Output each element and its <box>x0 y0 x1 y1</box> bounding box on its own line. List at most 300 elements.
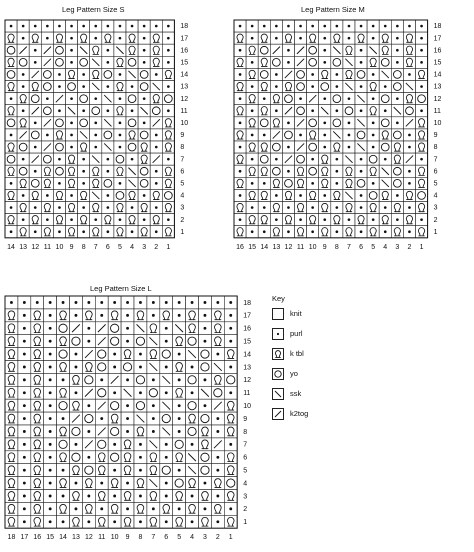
stitch-cell <box>173 490 186 503</box>
column-number-label: 14 <box>59 534 67 542</box>
stitch-cell <box>211 399 224 412</box>
stitch-cell <box>224 490 237 503</box>
stitch-cell <box>82 477 95 490</box>
stitch-cell <box>18 451 31 464</box>
purl-dot-icon <box>178 301 181 304</box>
purl-dot-icon <box>126 327 129 330</box>
stitch-cell <box>211 348 224 361</box>
stitch-cell <box>108 412 121 425</box>
purl-dot-icon <box>165 456 168 459</box>
stitch-cell <box>82 425 95 438</box>
stitch-cell <box>108 502 121 515</box>
purl-dot-icon <box>23 417 26 420</box>
stitch-cell <box>95 477 108 490</box>
purl-dot-icon <box>23 301 26 304</box>
purl-dot-icon <box>113 495 116 498</box>
purl-dot-icon <box>23 404 26 407</box>
stitch-cell <box>82 322 95 335</box>
stitch-cell <box>160 490 173 503</box>
column-number-label: 11 <box>98 534 106 542</box>
purl-dot-icon <box>100 301 103 304</box>
stitch-cell <box>5 296 18 309</box>
stitch-cell <box>199 296 212 309</box>
stitch-cell <box>160 373 173 386</box>
chart-grid <box>5 296 237 528</box>
stitch-cell <box>199 399 212 412</box>
purl-dot-icon <box>216 353 219 356</box>
stitch-cell <box>199 502 212 515</box>
column-number-label: 8 <box>81 243 86 251</box>
stitch-cell <box>224 502 237 515</box>
column-number-label: 9 <box>69 243 74 251</box>
purl-dot-icon <box>23 353 26 356</box>
row-number-label: 2 <box>180 216 185 224</box>
stitch-cell <box>224 399 237 412</box>
purl-dot-icon <box>87 340 90 343</box>
row-number-label: 1 <box>243 519 248 527</box>
purl-dot-icon <box>204 301 207 304</box>
purl-dot-icon <box>178 314 181 317</box>
stitch-cell <box>95 502 108 515</box>
stitch-cell <box>70 464 83 477</box>
stitch-cell <box>31 322 44 335</box>
purl-dot-icon <box>229 340 232 343</box>
column-number-label: 8 <box>138 534 143 542</box>
stitch-cell <box>5 451 18 464</box>
stitch-cell <box>224 296 237 309</box>
row-number-label: 5 <box>180 180 185 188</box>
stitch-cell <box>186 477 199 490</box>
purl-dot-icon <box>126 404 129 407</box>
purl-dot-icon <box>178 417 181 420</box>
stitch-cell <box>5 373 18 386</box>
stitch-cell <box>173 322 186 335</box>
stitch-cell <box>31 335 44 348</box>
stitch-cell <box>160 348 173 361</box>
stitch-cell <box>186 490 199 503</box>
purl-dot-icon <box>204 327 207 330</box>
stitch-cell <box>5 335 18 348</box>
stitch-cell <box>160 515 173 528</box>
purl-dot-icon <box>126 482 129 485</box>
stitch-cell <box>147 309 160 322</box>
row-number-label: 12 <box>433 95 442 103</box>
purl-dot-icon <box>191 366 194 369</box>
stitch-cell <box>134 348 147 361</box>
stitch-cell <box>173 399 186 412</box>
stitch-cell <box>18 425 31 438</box>
stitch-cell <box>121 490 134 503</box>
stitch-cell <box>211 477 224 490</box>
stitch-cell <box>18 515 31 528</box>
stitch-cell <box>186 386 199 399</box>
stitch-cell <box>95 373 108 386</box>
stitch-cell <box>95 296 108 309</box>
column-number-label: 1 <box>419 243 424 251</box>
stitch-cell <box>44 335 57 348</box>
purl-dot-icon <box>49 520 52 523</box>
stitch-cell <box>5 490 18 503</box>
stitch-cell <box>18 309 31 322</box>
stitch-cell <box>70 502 83 515</box>
purl-dot-icon <box>113 469 116 472</box>
purl-dot-icon <box>23 507 26 510</box>
purl-dot-icon <box>191 443 194 446</box>
stitch-cell <box>57 296 70 309</box>
stitch-cell <box>224 373 237 386</box>
stitch-cell <box>121 451 134 464</box>
stitch-cell <box>57 515 70 528</box>
slash-symbol-icon <box>272 408 284 420</box>
row-number-label: 14 <box>433 71 442 79</box>
purl-dot-icon <box>62 520 65 523</box>
column-number-label: 14 <box>260 243 269 251</box>
stitch-cell <box>108 477 121 490</box>
purl-dot-icon <box>87 327 90 330</box>
stitch-cell <box>134 502 147 515</box>
column-number-label: 11 <box>43 243 51 251</box>
purl-dot-icon <box>49 340 52 343</box>
purl-dot-icon <box>126 314 129 317</box>
stitch-cell <box>31 438 44 451</box>
stitch-cell <box>211 361 224 374</box>
stitch-cell <box>57 399 70 412</box>
stitch-cell <box>44 296 57 309</box>
row-number-label: 6 <box>180 168 185 176</box>
stitch-cell <box>160 309 173 322</box>
row-number-label: 15 <box>243 338 251 346</box>
stitch-cell <box>186 361 199 374</box>
row-number-label: 7 <box>243 441 248 449</box>
key-symbol <box>275 371 281 377</box>
purl-dot-icon <box>178 353 181 356</box>
stitch-cell <box>186 438 199 451</box>
purl-dot-icon <box>139 520 142 523</box>
row-number-label: 12 <box>180 95 189 103</box>
column-number-label: 12 <box>31 243 40 251</box>
stitch-cell <box>199 490 212 503</box>
key-label-purl: purl <box>290 329 303 338</box>
column-number-label: 10 <box>308 243 317 251</box>
stitch-cell <box>57 348 70 361</box>
stitch-cell <box>199 438 212 451</box>
stitch-cell <box>186 322 199 335</box>
stitch-cell <box>134 438 147 451</box>
purl-dot-icon <box>75 391 78 394</box>
row-number-label: 3 <box>243 493 248 501</box>
stitch-cell <box>18 490 31 503</box>
stitch-cell <box>108 399 121 412</box>
stitch-cell <box>82 464 95 477</box>
stitch-cell <box>18 322 31 335</box>
column-number-label: 11 <box>296 243 305 251</box>
purl-dot-icon <box>191 520 194 523</box>
stitch-cell <box>211 438 224 451</box>
stitch-cell <box>199 361 212 374</box>
row-number-label: 9 <box>180 132 185 140</box>
stitch-cell <box>211 412 224 425</box>
purl-dot-icon <box>191 301 194 304</box>
stitch-cell <box>224 309 237 322</box>
stitch-cell <box>186 451 199 464</box>
stitch-cell <box>199 348 212 361</box>
row-number-label: 13 <box>180 83 189 91</box>
stitch-cell <box>160 502 173 515</box>
column-number-label: 2 <box>407 243 412 251</box>
row-number-label: 10 <box>180 120 189 128</box>
purl-dot-icon <box>216 456 219 459</box>
stitch-cell <box>95 451 108 464</box>
stitch-cell <box>31 490 44 503</box>
purl-dot-icon <box>165 443 168 446</box>
purl-dot-icon <box>75 366 78 369</box>
stitch-cell <box>31 309 44 322</box>
stitch-cell <box>160 451 173 464</box>
column-number-label: 12 <box>84 534 93 542</box>
key-label-knit: knit <box>290 309 302 318</box>
stitch-cell <box>160 399 173 412</box>
purl-dot-icon <box>152 404 155 407</box>
stitch-cell <box>95 335 108 348</box>
stitch-cell <box>186 515 199 528</box>
row-number-label: 2 <box>433 216 438 224</box>
stitch-cell <box>82 309 95 322</box>
purl-dot-icon <box>62 469 65 472</box>
stitch-cell <box>173 438 186 451</box>
purl-dot-icon <box>75 314 78 317</box>
stitch-cell <box>57 322 70 335</box>
ssk-backslash-icon <box>275 391 281 397</box>
row-number-label: 9 <box>243 415 248 423</box>
stitch-cell <box>57 477 70 490</box>
stitch-cell <box>18 464 31 477</box>
stitch-cell <box>211 425 224 438</box>
purl-dot-icon <box>165 366 168 369</box>
stitch-cell <box>18 412 31 425</box>
stitch-cell <box>95 322 108 335</box>
stitch-cell <box>31 412 44 425</box>
purl-dot-icon <box>152 430 155 433</box>
stitch-cell <box>173 386 186 399</box>
stitch-cell <box>70 477 83 490</box>
chart-title-size-s: Leg Pattern Size S <box>62 5 125 14</box>
purl-dot-icon <box>139 443 142 446</box>
stitch-cell <box>57 490 70 503</box>
purl-dot-icon <box>204 340 207 343</box>
stitch-cell <box>57 412 70 425</box>
purl-dot-icon <box>49 301 52 304</box>
stitch-cell <box>82 399 95 412</box>
stitch-cell <box>173 451 186 464</box>
stitch-cell <box>224 438 237 451</box>
purl-dot-icon <box>152 417 155 420</box>
stitch-cell <box>211 502 224 515</box>
stitch-cell <box>44 348 57 361</box>
purl-dot-icon <box>49 327 52 330</box>
purl-dot-icon <box>36 301 39 304</box>
stitch-cell <box>5 399 18 412</box>
column-number-label: 6 <box>105 243 110 251</box>
purl-dot-icon <box>126 301 129 304</box>
purl-dot-icon <box>216 469 219 472</box>
stitch-cell <box>57 451 70 464</box>
purl-dot-icon <box>139 366 142 369</box>
stitch-cell <box>211 386 224 399</box>
column-number-label: 13 <box>19 243 28 251</box>
column-number-label: 13 <box>72 534 80 542</box>
key-label-yo: yo <box>290 369 298 378</box>
stitch-cell <box>147 373 160 386</box>
key-label-k2tog: k2tog <box>290 409 309 418</box>
purl-dot-icon <box>49 417 52 420</box>
stitch-cell <box>134 373 147 386</box>
key-symbol <box>275 411 281 417</box>
row-number-label: 15 <box>433 59 442 67</box>
row-number-label: 4 <box>180 192 185 200</box>
stitch-cell <box>108 361 121 374</box>
row-number-label: 18 <box>243 299 251 307</box>
stitch-cell <box>121 515 134 528</box>
stitch-cell <box>186 464 199 477</box>
stitch-cell <box>95 490 108 503</box>
stitch-cell <box>199 386 212 399</box>
stitch-cell <box>147 348 160 361</box>
stitch-cell <box>121 386 134 399</box>
stitch-cell <box>57 438 70 451</box>
purl-dot-icon <box>126 430 129 433</box>
stitch-cell <box>121 296 134 309</box>
column-number-label: 7 <box>346 243 351 251</box>
purl-dot-icon <box>49 456 52 459</box>
stitch-cell <box>70 373 83 386</box>
purl-dot-icon <box>49 353 52 356</box>
stitch-cell <box>186 373 199 386</box>
stitch-cell <box>70 515 83 528</box>
row-number-label: 12 <box>243 377 251 385</box>
purl-dot-icon <box>62 417 65 420</box>
row-number-label: 1 <box>180 228 185 236</box>
stitch-cell <box>160 296 173 309</box>
column-number-label: 4 <box>383 243 388 251</box>
stitch-cell <box>224 361 237 374</box>
row-number-label: 18 <box>180 23 189 31</box>
stitch-cell <box>57 386 70 399</box>
column-number-label: 16 <box>33 534 42 542</box>
row-number-label: 7 <box>180 156 185 164</box>
stitch-cell <box>121 464 134 477</box>
purl-dot-icon <box>75 353 78 356</box>
stitch-cell <box>147 322 160 335</box>
stitch-cell <box>95 361 108 374</box>
stitch-cell <box>134 425 147 438</box>
stitch-cell <box>199 515 212 528</box>
purl-dot-icon <box>165 391 168 394</box>
stitch-cell <box>5 322 18 335</box>
stitch-cell <box>82 296 95 309</box>
purl-dot-icon <box>229 301 232 304</box>
purl-dot-icon <box>87 301 90 304</box>
stitch-cell <box>186 309 199 322</box>
purl-dot-icon <box>126 340 129 343</box>
purl-dot-icon <box>152 378 155 381</box>
purl-dot-icon <box>23 327 26 330</box>
stitch-cell <box>211 451 224 464</box>
purl-dot-icon <box>178 430 181 433</box>
stitch-cell <box>5 502 18 515</box>
purl-dot-icon <box>100 507 103 510</box>
knit-symbol-icon <box>272 308 284 320</box>
stitch-cell <box>108 425 121 438</box>
stitch-cell <box>186 502 199 515</box>
stitch-cell <box>5 515 18 528</box>
purl-dot-icon <box>113 366 116 369</box>
row-number-label: 8 <box>433 144 438 152</box>
stitch-cell <box>224 412 237 425</box>
stitch-cell <box>134 477 147 490</box>
stitch-cell <box>199 464 212 477</box>
column-number-label: 12 <box>284 243 293 251</box>
purl-dot-icon <box>100 314 103 317</box>
row-number-label: 1 <box>433 228 438 236</box>
stitch-cell <box>160 361 173 374</box>
stitch-cell <box>44 373 57 386</box>
column-number-label: 6 <box>359 243 364 251</box>
stitch-cell <box>70 451 83 464</box>
stitch-cell <box>5 438 18 451</box>
ktbl-loop-icon <box>275 351 280 358</box>
purl-dot-icon <box>178 378 181 381</box>
purl-dot-icon <box>62 378 65 381</box>
stitch-cell <box>44 425 57 438</box>
purl-dot-icon <box>139 495 142 498</box>
purl-dot-icon <box>49 443 52 446</box>
stitch-cell <box>57 309 70 322</box>
stitch-cell <box>224 464 237 477</box>
purl-dot-icon <box>23 391 26 394</box>
column-number-label: 4 <box>130 243 135 251</box>
stitch-cell <box>95 309 108 322</box>
stitch-cell <box>31 425 44 438</box>
purl-dot-icon <box>49 314 52 317</box>
column-number-label: 6 <box>164 534 169 542</box>
stitch-cell <box>5 464 18 477</box>
stitch-cell <box>108 322 121 335</box>
row-number-label: 17 <box>433 35 442 43</box>
stitch-cell <box>82 438 95 451</box>
stitch-cell <box>147 399 160 412</box>
backslash-symbol-icon <box>272 388 284 400</box>
stitch-cell <box>199 373 212 386</box>
row-number-label: 16 <box>180 47 189 55</box>
purl-dot-icon <box>126 378 129 381</box>
stitch-cell <box>57 373 70 386</box>
key-label-ktbl: k tbl <box>290 349 304 358</box>
purl-dot-icon <box>165 301 168 304</box>
stitch-cell <box>95 425 108 438</box>
stitch-cell <box>18 438 31 451</box>
stitch-cell <box>44 399 57 412</box>
stitch-cell <box>134 309 147 322</box>
column-number-label: 1 <box>166 243 171 251</box>
stitch-cell <box>160 438 173 451</box>
stitch-cell <box>121 348 134 361</box>
stitch-cell <box>160 425 173 438</box>
column-number-label: 8 <box>334 243 339 251</box>
stitch-cell <box>211 322 224 335</box>
stitch-cell <box>199 477 212 490</box>
purl-dot-icon <box>23 366 26 369</box>
purl-dot-icon <box>49 482 52 485</box>
